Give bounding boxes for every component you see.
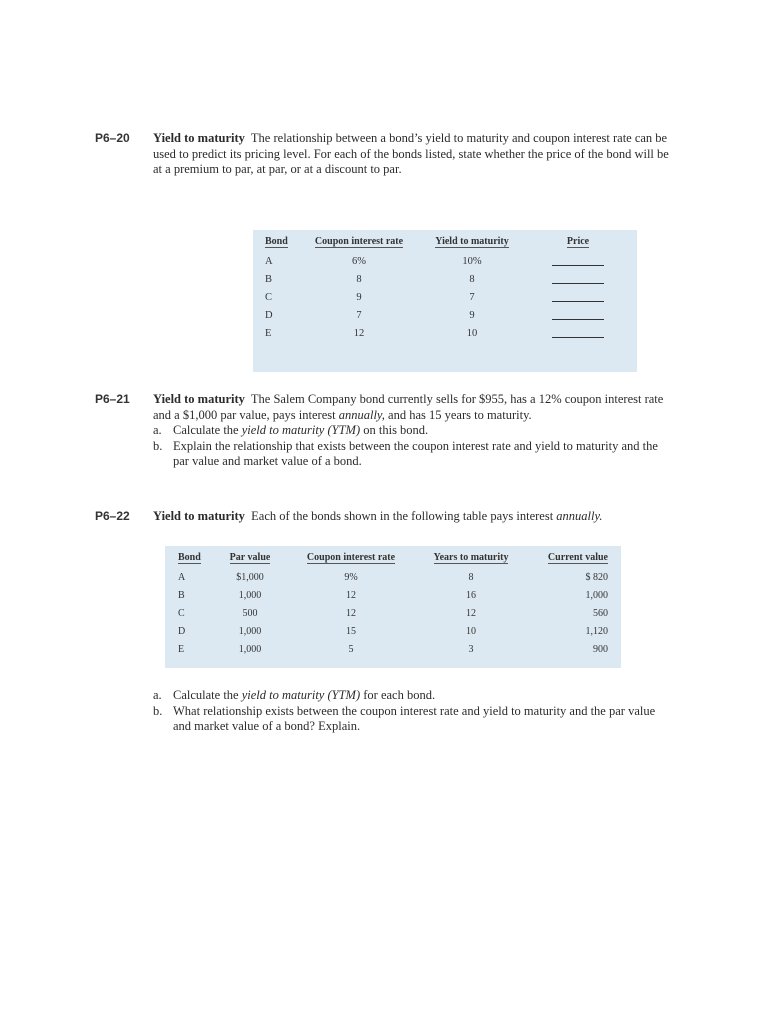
par-cell: $1,000 xyxy=(236,571,264,583)
problem-number: P6–21 xyxy=(95,392,130,406)
par-cell: 500 xyxy=(242,607,258,619)
column-header-bond: Bond xyxy=(265,235,288,247)
table-row xyxy=(178,604,608,622)
problem-number: P6–22 xyxy=(95,509,130,523)
subquestion-text: What relationship exists between the coupon interest rate and yield to maturity and the par value and market value of a bond? Explain. xyxy=(173,703,656,733)
problem-p6-21 xyxy=(95,392,675,470)
years-cell: 16 xyxy=(466,589,476,601)
subquestion-emphasis: yield to maturity (YTM) xyxy=(241,423,361,437)
bond-price-table xyxy=(253,230,637,372)
subquestion-b xyxy=(153,439,675,470)
subquestion-label: a. xyxy=(153,423,162,437)
ytm-cell: 8 xyxy=(469,273,475,285)
problem-text: The Salem Company bond currently sells for $955, has a 12% coupon interest rate and a $1,000 par value, pays interest xyxy=(153,392,664,422)
problem-p6-22-questions xyxy=(95,688,675,735)
problem-number: P6–20 xyxy=(95,131,130,145)
problem-text: Each of the bonds shown in the following table pays interest xyxy=(251,509,557,523)
problem-text: and has 15 years to maturity. xyxy=(384,407,532,422)
price-blank xyxy=(552,271,604,284)
problem-p6-22 xyxy=(95,509,675,525)
column-header-bond: Bond xyxy=(178,551,201,563)
column-header-coupon: Coupon interest rate xyxy=(314,235,404,247)
bond-cell: E xyxy=(265,327,272,339)
table-row xyxy=(178,622,608,640)
column-header-par-value: Par value xyxy=(229,551,271,563)
subquestion-a xyxy=(153,423,675,439)
value-cell: 1,000 xyxy=(585,589,608,601)
coupon-cell: 7 xyxy=(356,309,362,321)
subquestion-text: on this bond. xyxy=(360,423,429,437)
par-cell: 1,000 xyxy=(238,589,262,601)
problem-title: Yield to maturity xyxy=(153,509,245,523)
table-row xyxy=(265,306,625,324)
problem-title: Yield to maturity xyxy=(153,131,245,145)
value-cell: 560 xyxy=(593,607,608,619)
value-cell: 900 xyxy=(593,643,608,655)
problem-text-emphasis: annually. xyxy=(556,509,603,523)
subquestion-text: Explain the relationship that exists between the coupon interest rate and yield to maturity and the par value and market value of a bond. xyxy=(173,438,658,468)
problem-title: Yield to maturity xyxy=(153,392,245,406)
column-header-current-value: Current value xyxy=(547,551,608,563)
years-cell: 12 xyxy=(466,607,476,619)
table-row xyxy=(178,640,608,658)
years-cell: 8 xyxy=(468,571,474,583)
table-row xyxy=(265,270,625,288)
table-row xyxy=(265,288,625,306)
coupon-cell: 5 xyxy=(348,643,354,655)
problem-body xyxy=(153,509,675,525)
ytm-cell: 10% xyxy=(462,255,482,267)
problem-text: The relationship between a bond’s yield to maturity and coupon interest rate can be used to predict its pricing level. For each of the bonds listed, state whether the price of the bond will be at a premium to par, at par, or at a discount to par. xyxy=(153,131,669,176)
column-header-coupon: Coupon interest rate xyxy=(306,551,396,563)
table-row xyxy=(265,252,625,270)
par-cell: 1,000 xyxy=(238,625,262,637)
coupon-cell: 9 xyxy=(356,291,362,303)
subquestion-label: a. xyxy=(153,688,162,702)
bond-cell: E xyxy=(178,643,185,655)
bond-cell: A xyxy=(265,255,273,267)
column-header-price: Price xyxy=(566,235,590,247)
bond-cell: D xyxy=(178,625,186,637)
problem-text-emphasis: annually, xyxy=(338,407,385,422)
subquestion-text: for each bond. xyxy=(360,688,436,702)
value-cell: 1,120 xyxy=(585,625,608,637)
bond-cell: A xyxy=(178,571,186,583)
coupon-cell: 12 xyxy=(346,589,356,601)
problem-body xyxy=(153,131,675,178)
table-row xyxy=(265,324,625,342)
coupon-cell: 15 xyxy=(346,625,356,637)
subquestion-text: Calculate the xyxy=(173,423,242,437)
coupon-cell: 9% xyxy=(344,571,358,583)
column-header-ytm: Yield to maturity xyxy=(435,235,509,247)
subquestion-label: b. xyxy=(153,438,163,453)
subquestions xyxy=(153,688,675,735)
ytm-cell: 9 xyxy=(469,309,475,321)
bond-cell: C xyxy=(178,607,185,619)
subquestion-a xyxy=(153,688,675,704)
ytm-cell: 10 xyxy=(466,327,478,339)
years-cell: 10 xyxy=(466,625,476,637)
coupon-cell: 12 xyxy=(353,327,365,339)
bond-cell: C xyxy=(265,291,273,303)
bond-cell: D xyxy=(265,309,273,321)
problem-p6-20 xyxy=(95,131,675,178)
subquestion-label: b. xyxy=(153,703,163,718)
par-cell: 1,000 xyxy=(238,643,262,655)
table-row xyxy=(178,586,608,604)
price-blank xyxy=(552,325,604,338)
bond-value-table xyxy=(165,546,621,668)
subquestion-b xyxy=(153,704,675,735)
coupon-cell: 6% xyxy=(352,255,366,267)
column-header-years: Years to maturity xyxy=(433,551,509,563)
bond-cell: B xyxy=(178,589,185,601)
ytm-cell: 7 xyxy=(469,291,475,303)
coupon-cell: 12 xyxy=(346,607,356,619)
subquestion-emphasis: yield to maturity (YTM) xyxy=(241,688,361,702)
bond-cell: B xyxy=(265,273,273,285)
years-cell: 3 xyxy=(468,643,474,655)
price-blank xyxy=(552,253,604,266)
value-cell: $ 820 xyxy=(585,571,608,583)
subquestion-text: Calculate the xyxy=(173,688,242,702)
coupon-cell: 8 xyxy=(356,273,362,285)
price-blank xyxy=(552,289,604,302)
problem-body xyxy=(153,392,675,470)
price-blank xyxy=(552,307,604,320)
table-row xyxy=(178,568,608,586)
